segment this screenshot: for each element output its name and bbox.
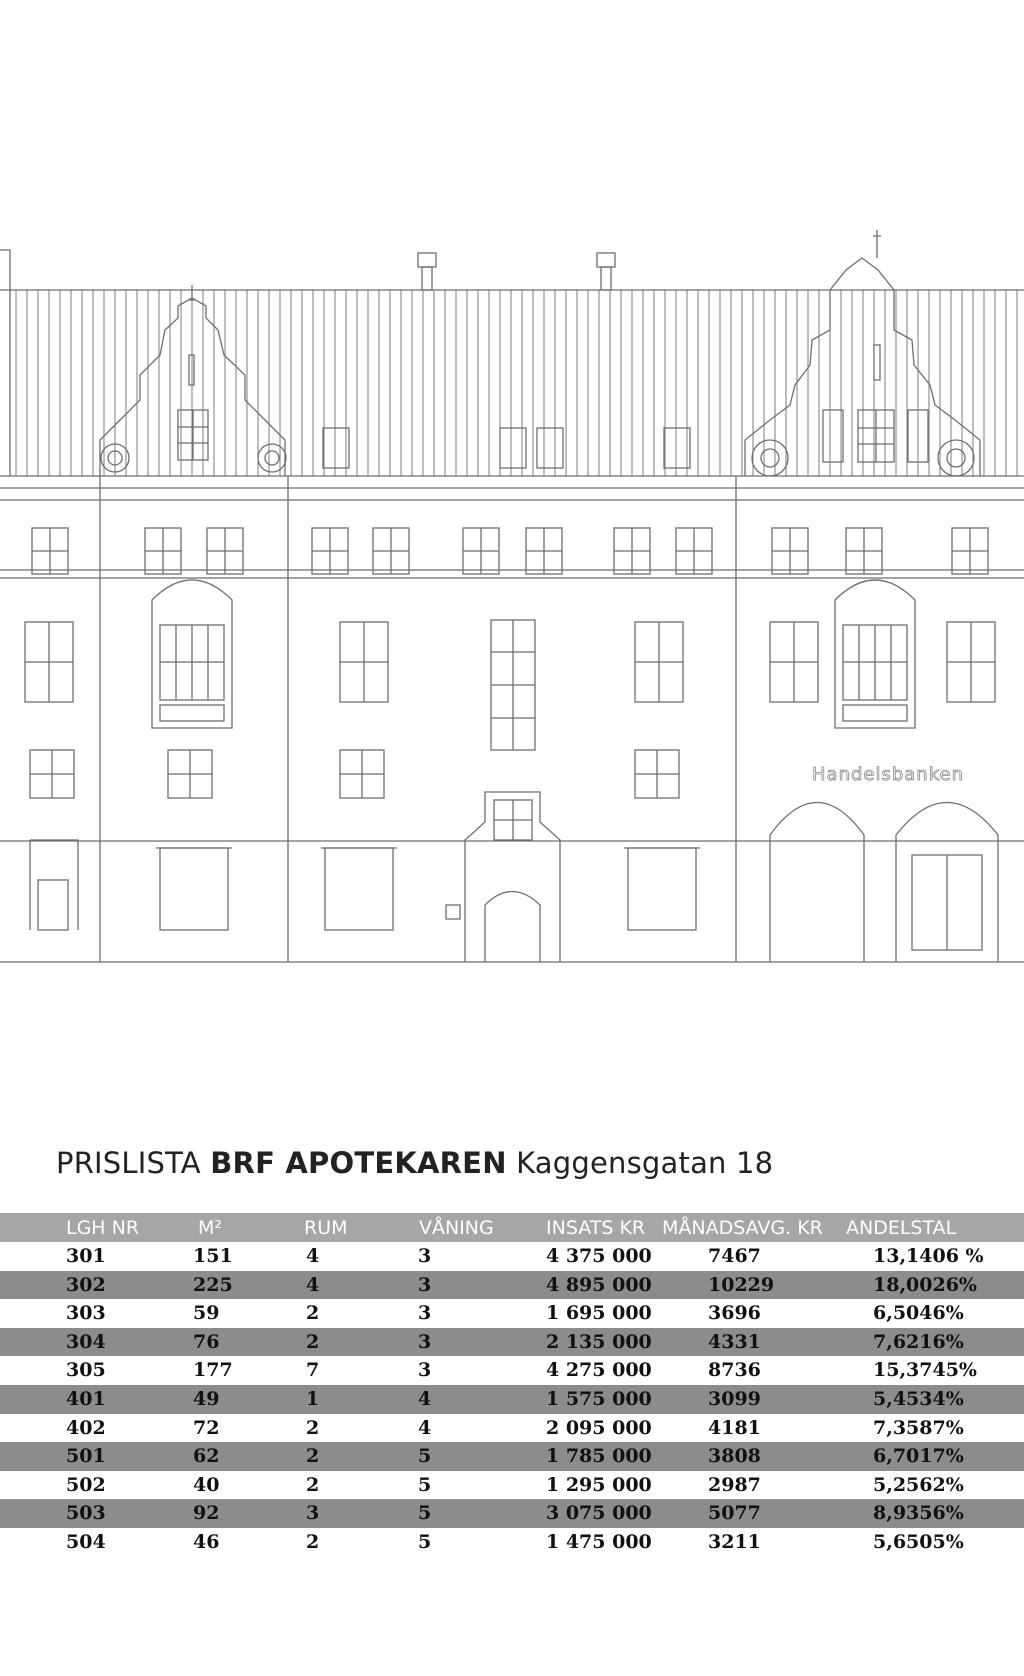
cell-area: 92 bbox=[193, 1502, 220, 1525]
cell-floor: 5 bbox=[418, 1502, 432, 1525]
cell-monthly-fee: 3099 bbox=[708, 1387, 761, 1410]
page-title bbox=[56, 1146, 773, 1180]
cell-share: 6,5046% bbox=[873, 1302, 964, 1325]
cell-monthly-fee: 10229 bbox=[708, 1273, 775, 1296]
cell-deposit: 1 295 000 bbox=[546, 1473, 652, 1496]
table-row bbox=[0, 1242, 1024, 1271]
cell-rooms: 2 bbox=[306, 1302, 320, 1325]
cell-deposit: 1 785 000 bbox=[546, 1445, 652, 1468]
cell-apartment-number: 401 bbox=[66, 1387, 106, 1410]
header-share: ANDELSTAL bbox=[846, 1217, 957, 1239]
cell-area: 46 bbox=[193, 1530, 220, 1553]
cell-apartment-number: 501 bbox=[66, 1445, 106, 1468]
header-monthly-fee: MÅNADSAVG. KR bbox=[662, 1217, 823, 1239]
cell-share: 5,6505% bbox=[873, 1530, 964, 1553]
cell-rooms: 2 bbox=[306, 1445, 320, 1468]
cell-share: 13,1406 % bbox=[873, 1245, 984, 1267]
cell-deposit: 4 895 000 bbox=[546, 1273, 652, 1296]
cell-rooms: 2 bbox=[306, 1330, 320, 1353]
cell-floor: 4 bbox=[418, 1416, 432, 1439]
cell-monthly-fee: 7467 bbox=[708, 1245, 761, 1267]
cell-share: 5,2562% bbox=[873, 1473, 964, 1496]
table-row bbox=[0, 1528, 1024, 1557]
cell-monthly-fee: 4331 bbox=[708, 1330, 761, 1353]
cell-floor: 3 bbox=[418, 1273, 432, 1296]
table-row bbox=[0, 1414, 1024, 1443]
cell-area: 59 bbox=[193, 1302, 220, 1325]
cell-monthly-fee: 8736 bbox=[708, 1359, 761, 1382]
cell-monthly-fee: 3211 bbox=[708, 1530, 761, 1553]
table-row bbox=[0, 1442, 1024, 1471]
header-area: M² bbox=[198, 1217, 223, 1239]
cell-deposit: 1 575 000 bbox=[546, 1387, 652, 1410]
cell-apartment-number: 503 bbox=[66, 1502, 106, 1525]
cell-monthly-fee: 4181 bbox=[708, 1416, 761, 1439]
cell-share: 8,9356% bbox=[873, 1502, 964, 1525]
cell-share: 7,3587% bbox=[873, 1416, 964, 1439]
bank-sign: Handelsbanken bbox=[812, 764, 964, 785]
cell-floor: 3 bbox=[418, 1359, 432, 1382]
cell-rooms: 2 bbox=[306, 1530, 320, 1553]
header-apartment-number: LGH NR bbox=[66, 1217, 140, 1239]
cell-floor: 5 bbox=[418, 1530, 432, 1553]
cell-share: 18,0026% bbox=[873, 1273, 977, 1296]
cell-rooms: 4 bbox=[306, 1273, 320, 1296]
cell-area: 225 bbox=[193, 1273, 233, 1296]
table-row bbox=[0, 1328, 1024, 1357]
cell-share: 5,4534% bbox=[873, 1387, 964, 1410]
cell-area: 72 bbox=[193, 1416, 220, 1439]
cell-rooms: 4 bbox=[306, 1245, 320, 1267]
table-row bbox=[0, 1499, 1024, 1528]
cell-area: 40 bbox=[193, 1473, 220, 1496]
cell-apartment-number: 301 bbox=[66, 1245, 106, 1267]
cell-floor: 5 bbox=[418, 1473, 432, 1496]
table-row bbox=[0, 1271, 1024, 1300]
cell-apartment-number: 302 bbox=[66, 1273, 106, 1296]
cell-monthly-fee: 3696 bbox=[708, 1302, 761, 1325]
cell-deposit: 2 095 000 bbox=[546, 1416, 652, 1439]
title-association-name: BRF APOTEKAREN bbox=[210, 1146, 507, 1180]
cell-share: 6,7017% bbox=[873, 1445, 964, 1468]
cell-rooms: 3 bbox=[306, 1502, 320, 1525]
title-address: Kaggensgatan 18 bbox=[506, 1146, 774, 1180]
cell-deposit: 4 275 000 bbox=[546, 1359, 652, 1382]
table-row bbox=[0, 1356, 1024, 1385]
cell-floor: 5 bbox=[418, 1445, 432, 1468]
table-row bbox=[0, 1385, 1024, 1414]
cell-area: 177 bbox=[193, 1359, 233, 1382]
title-prefix: PRISLISTA bbox=[56, 1146, 211, 1180]
header-floor: VÅNING bbox=[419, 1217, 494, 1239]
cell-deposit: 2 135 000 bbox=[546, 1330, 652, 1353]
cell-apartment-number: 304 bbox=[66, 1330, 106, 1353]
cell-apartment-number: 504 bbox=[66, 1530, 106, 1553]
cell-deposit: 1 475 000 bbox=[546, 1530, 652, 1553]
cell-rooms: 2 bbox=[306, 1416, 320, 1439]
cell-monthly-fee: 5077 bbox=[708, 1502, 761, 1525]
cell-apartment-number: 305 bbox=[66, 1359, 106, 1382]
cell-deposit: 3 075 000 bbox=[546, 1502, 652, 1525]
table-row bbox=[0, 1471, 1024, 1500]
cell-share: 15,3745% bbox=[873, 1359, 977, 1382]
cell-area: 49 bbox=[193, 1387, 220, 1410]
table-row bbox=[0, 1299, 1024, 1328]
cell-floor: 3 bbox=[418, 1302, 432, 1325]
cell-rooms: 2 bbox=[306, 1473, 320, 1496]
header-rooms: RUM bbox=[304, 1217, 348, 1239]
cell-apartment-number: 303 bbox=[66, 1302, 106, 1325]
cell-deposit: 1 695 000 bbox=[546, 1302, 652, 1325]
cell-share: 7,6216% bbox=[873, 1330, 964, 1353]
cell-floor: 4 bbox=[418, 1387, 432, 1410]
cell-area: 151 bbox=[193, 1245, 233, 1267]
table-header bbox=[0, 1213, 1024, 1242]
cell-apartment-number: 402 bbox=[66, 1416, 106, 1439]
cell-monthly-fee: 2987 bbox=[708, 1473, 761, 1496]
cell-deposit: 4 375 000 bbox=[546, 1245, 652, 1267]
cell-monthly-fee: 3808 bbox=[708, 1445, 761, 1468]
cell-area: 76 bbox=[193, 1330, 220, 1353]
cell-floor: 3 bbox=[418, 1330, 432, 1353]
cell-area: 62 bbox=[193, 1445, 220, 1468]
cell-rooms: 1 bbox=[306, 1387, 320, 1410]
price-table bbox=[0, 1213, 1024, 1557]
header-deposit: INSATS KR bbox=[546, 1217, 646, 1239]
cell-floor: 3 bbox=[418, 1245, 432, 1267]
cell-rooms: 7 bbox=[306, 1359, 320, 1382]
cell-apartment-number: 502 bbox=[66, 1473, 106, 1496]
